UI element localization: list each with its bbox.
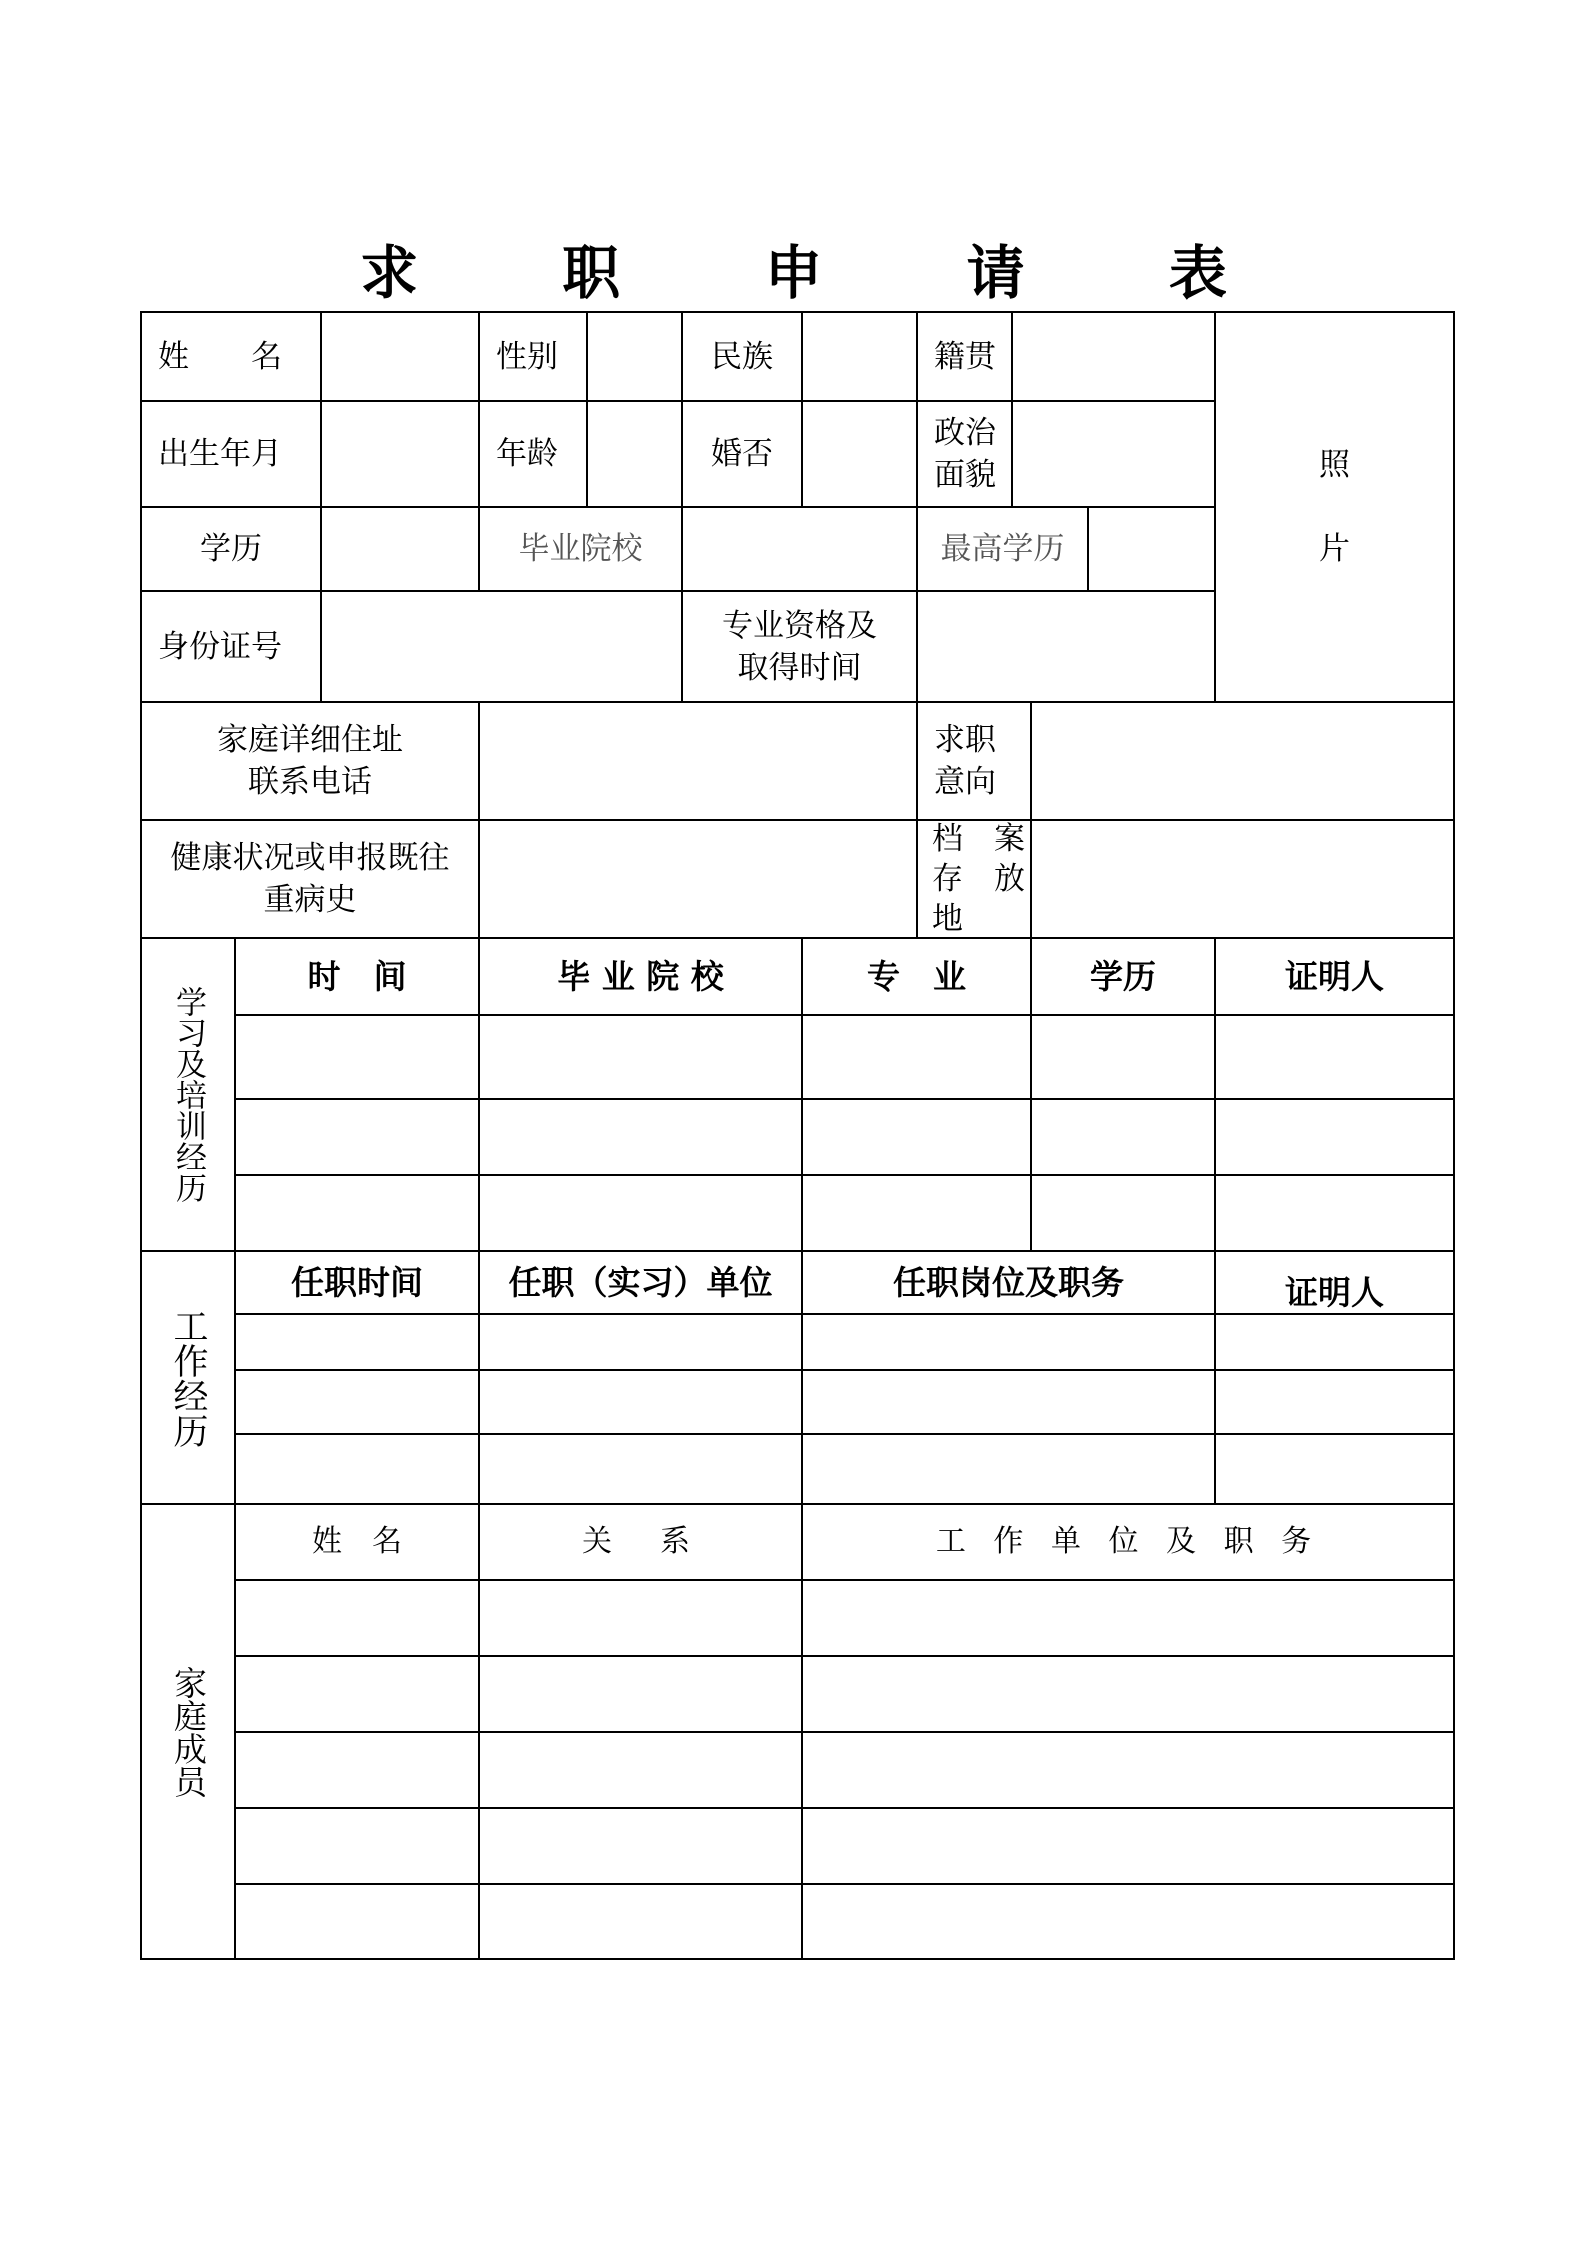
family-row-1-work[interactable] <box>803 1581 1453 1655</box>
family-row-4-work[interactable] <box>803 1809 1453 1883</box>
family-row-5-relation[interactable] <box>480 1885 801 1958</box>
family-header-relation: 关 系 <box>582 1524 699 1559</box>
study-row-2-school[interactable] <box>480 1100 801 1174</box>
qualification-label: 专业资格及 取得时间 <box>722 607 877 686</box>
marital-label: 婚否 <box>711 436 773 472</box>
family-row-2-relation[interactable] <box>480 1657 801 1731</box>
family-row-5-work[interactable] <box>803 1885 1453 1958</box>
archive-field[interactable] <box>1032 821 1453 937</box>
school-label: 毕业院校 <box>518 531 643 567</box>
name-field[interactable] <box>322 313 478 400</box>
family-header-name: 姓 名 <box>312 1524 402 1559</box>
study-section-label: 学习及培训经历 <box>170 986 206 1203</box>
study-header-school: 毕 业 院 校 <box>557 956 724 996</box>
work-row-2-unit[interactable] <box>480 1371 801 1433</box>
id-field[interactable] <box>322 592 681 701</box>
work-row-1-referee[interactable] <box>1216 1315 1453 1369</box>
marital-field[interactable] <box>803 402 916 506</box>
family-header-work: 工 作 单 位 及 职 务 <box>935 1524 1321 1559</box>
study-header-degree: 学历 <box>1090 956 1156 996</box>
study-row-1-time[interactable] <box>236 1016 478 1098</box>
work-row-2-time[interactable] <box>236 1371 478 1433</box>
gender-field[interactable] <box>588 313 681 400</box>
name-label: 姓 名 <box>158 338 282 375</box>
work-section-label: 工作经历 <box>168 1307 208 1448</box>
study-row-3-school[interactable] <box>480 1176 801 1250</box>
study-row-1-degree[interactable] <box>1032 1016 1214 1098</box>
work-row-1-time[interactable] <box>236 1315 478 1369</box>
page-title: 求 职 申 请 表 <box>360 239 1289 307</box>
study-row-2-degree[interactable] <box>1032 1100 1214 1174</box>
study-header-time: 时 间 <box>307 956 407 996</box>
health-field[interactable] <box>480 821 916 937</box>
gender-label: 性别 <box>496 338 558 375</box>
family-row-4-relation[interactable] <box>480 1809 801 1883</box>
study-row-3-degree[interactable] <box>1032 1176 1214 1250</box>
highest-edu-label: 最高学历 <box>940 531 1065 567</box>
family-row-3-name[interactable] <box>236 1733 478 1807</box>
education-field[interactable] <box>322 508 478 590</box>
family-row-2-name[interactable] <box>236 1657 478 1731</box>
political-field[interactable] <box>1013 402 1214 506</box>
address-field[interactable] <box>480 703 916 819</box>
study-row-3-referee[interactable] <box>1216 1176 1453 1250</box>
family-row-3-relation[interactable] <box>480 1733 801 1807</box>
intent-label: 求职 意向 <box>934 722 996 800</box>
study-row-2-time[interactable] <box>236 1100 478 1174</box>
study-row-3-major[interactable] <box>803 1176 1030 1250</box>
work-header-time: 任职时间 <box>291 1262 423 1302</box>
family-section-label: 家庭成员 <box>169 1665 208 1798</box>
family-row-1-relation[interactable] <box>480 1581 801 1655</box>
age-field[interactable] <box>588 402 681 506</box>
work-row-3-position[interactable] <box>803 1435 1214 1503</box>
health-label: 健康状况或申报既往 重病史 <box>170 840 450 918</box>
intent-field[interactable] <box>1032 703 1453 819</box>
family-row-5-name[interactable] <box>236 1885 478 1958</box>
archive-label: 档 案 存 放 地 <box>932 821 1025 937</box>
study-row-2-referee[interactable] <box>1216 1100 1453 1174</box>
school-field[interactable] <box>683 508 916 590</box>
study-row-1-referee[interactable] <box>1216 1016 1453 1098</box>
photo-box[interactable]: 照 片 <box>1319 447 1350 567</box>
family-row-2-work[interactable] <box>803 1657 1453 1731</box>
study-row-1-major[interactable] <box>803 1016 1030 1098</box>
work-row-1-position[interactable] <box>803 1315 1214 1369</box>
study-row-2-major[interactable] <box>803 1100 1030 1174</box>
work-row-3-unit[interactable] <box>480 1435 801 1503</box>
id-label: 身份证号 <box>158 628 282 665</box>
study-row-3-time[interactable] <box>236 1176 478 1250</box>
education-label: 学历 <box>200 531 262 567</box>
age-label: 年龄 <box>496 436 558 472</box>
political-label: 政治 面貌 <box>934 415 996 493</box>
work-row-3-referee[interactable] <box>1216 1435 1453 1503</box>
study-row-1-school[interactable] <box>480 1016 801 1098</box>
work-header-unit: 任职（实习）单位 <box>508 1262 773 1302</box>
study-header-major: 专 业 <box>867 956 966 996</box>
native-place-field[interactable] <box>1013 313 1214 400</box>
work-row-2-referee[interactable] <box>1216 1371 1453 1433</box>
family-row-1-name[interactable] <box>236 1581 478 1655</box>
birth-label: 出生年月 <box>158 436 282 472</box>
family-row-3-work[interactable] <box>803 1733 1453 1807</box>
ethnicity-label: 民族 <box>711 338 773 375</box>
birth-field[interactable] <box>322 402 478 506</box>
highest-edu-field[interactable] <box>1089 508 1214 590</box>
work-row-3-time[interactable] <box>236 1435 478 1503</box>
work-row-2-position[interactable] <box>803 1371 1214 1433</box>
ethnicity-field[interactable] <box>803 313 916 400</box>
family-row-4-name[interactable] <box>236 1809 478 1883</box>
qualification-field[interactable] <box>918 592 1214 701</box>
work-header-referee: 证明人 <box>1285 1272 1384 1312</box>
study-header-referee: 证明人 <box>1285 956 1384 996</box>
work-row-1-unit[interactable] <box>480 1315 801 1369</box>
work-header-position: 任职岗位及职务 <box>893 1262 1124 1302</box>
address-label: 家庭详细住址 联系电话 <box>217 722 403 800</box>
native-place-label: 籍贯 <box>934 338 996 375</box>
